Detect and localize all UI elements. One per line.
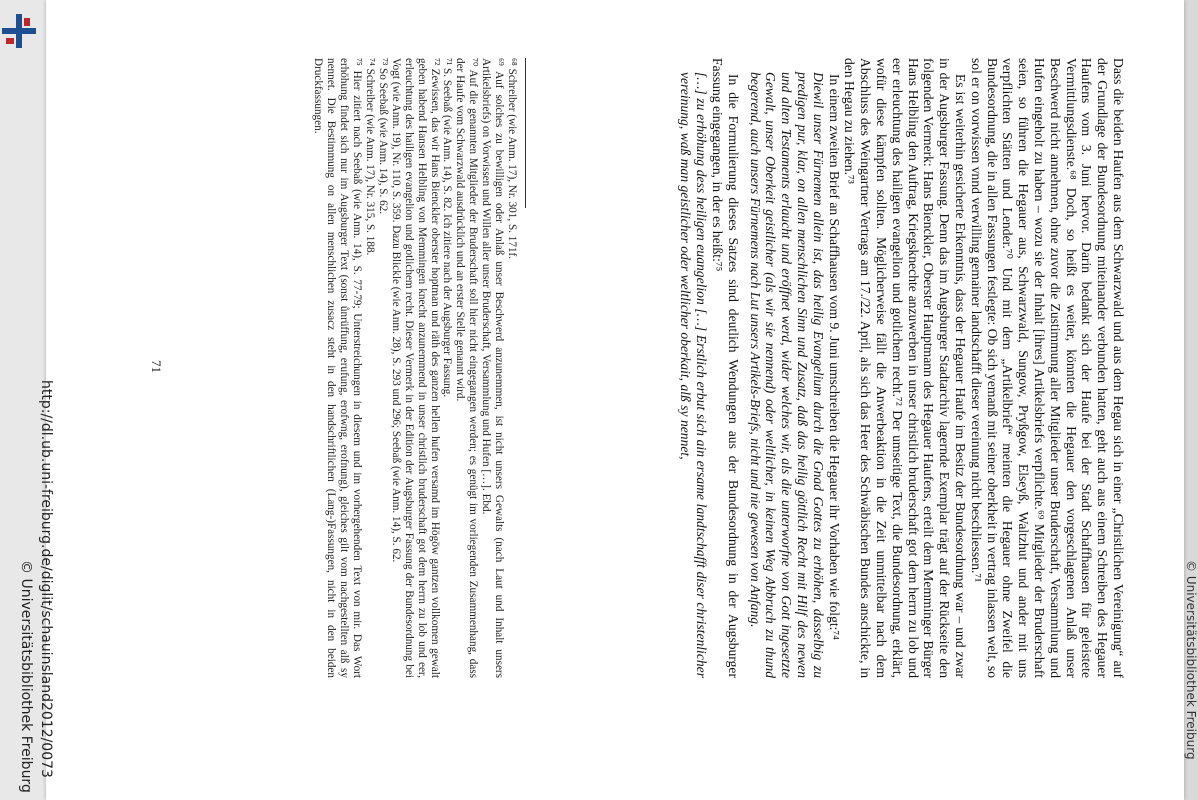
right-edge-label — [1184, 0, 1198, 800]
footnote: ⁷² Zewissen, das wir Hans Bienckler oberster hoptman und räth des ganzen hellen hufen versamd im Högöw gantzen vollkomen gewalt geben habend Hansen Helbling von Memmingen knecht anzunemmend in unser christlich bruderschaft got dem herrn zu lob und eer, erleuchtung des hailigen evangelion und gotlichem recht. Dieser Vermerk in der Edition der Augsburger Fassung der Bundesordnung bei Vogt (wie Anm. 19), Nr. 110, S. 359. Dazu Blickle (wie Anm. 28), S. 293 und 296; Seebaß (wie Anm. 14), S. 62. — [389, 58, 441, 678]
block-quote: Diewil unser Fürnemen allein ist, das heilig Evangelium durch die Gnad Gottes zu erhöhen, dasselbig zu predigen pur, klar, on allen menschlichen Sinn und Zusatz, daß das heilig göttlich Recht mit Hilf des newen und alten Testaments erlaucht und eröffnet werd, wider welches wir, als die unterworfne von Gott ingesetzte Gewalt, unser Oberkeit geistlicher (als wir sie nennend) oder weltlicher, in keinen Weg Abbruch zu thund begerend, auch unsers Fürnemens nach Lut unsers Artikels-Briefs, nicht und nie gewesen von Anfang. — [747, 72, 826, 678]
rotated-page-content — [46, 0, 1184, 800]
paragraph: Es ist weiterhin gesicherte Erkenntnis, dass der Hegauer Haufe im Besitz der Bundesordnung war – und zwar in der Augsburger Fassung. Denn das im Augsburger Stadtarchiv lagernde Exemplar trägt auf der Rückseite den folgenden Vermerk: Hans Bienckler, Oberster Hauptmann des Hegauer Haufens, erteilt dem Memminger Bürger Hans Helbling den Auftrag, Kriegsknechte anzuwerben in unser christlich bruderschaft got dem herrn zu lob und eer erleuchtung des hailigen evangelion und gotlichem recht.⁷² Der umseitige Text, die Bundesordnung, erklärt, wofür diese kämpfen sollten. Möglicherweise fällt die Anwerbeaktion in die Zeit unmittelbar nach dem Abschluss des Weingartner Vertrags am 17./22. April, als sich das Heer des Schwäbischen Bundes anschickte, in den Hegau zu ziehen.⁷³ — [842, 58, 969, 678]
copyright-notice: © Universitätsbibliothek Freiburg — [18, 560, 34, 793]
footnote-rule — [525, 58, 526, 208]
footnote: ⁷⁴ Schreiber (wie Anm. 17), Nr. 315, S. 188. — [364, 58, 377, 256]
footnote: ⁷³ So Seebaß (wie Anm. 14), S. 62. — [376, 58, 389, 215]
footnote: ⁷⁵ Hier zitiert nach Seebaß (wie Anm. 14), S. 77-79; Unterstreichungen in diesem und im vorhergehenden Text von mir. Das Wort erhöhung findet sich nur im Augsburger Text (sonst ůnrüffung, erufung, erofwng, erofnung), gleiches gilt vom nachgestellten alß sy nennet. Die Bestimmung on allen menschlichen zusacz steht in den handschriftlichen (Lang-)Fassungen, nicht in den beiden Druckfassungen. — [312, 58, 364, 678]
footnote: ⁷⁰ Auf die genannten Mitglieder der Bruderschaft soll hier nicht eingegangen werden; es genügt im vorliegenden Zusammenhang, dass der Haufe vom Schwarzwald ausdrücklich und an erster Stelle genannt wird. — [454, 58, 480, 678]
source-url[interactable]: http://dl.ub.uni-freiburg.de/diglit/schauinsland2012/0073 — [38, 380, 54, 778]
page-number: 71 — [149, 360, 164, 373]
left-margin-bar — [0, 0, 46, 800]
footnote: ⁶⁸ Schreiber (wie Anm. 17), Nr. 301, S. 171f. — [506, 58, 518, 260]
paragraph: Dass die beiden Haufen aus dem Schwarzwald und aus dem Hegau sich in einer „Christlichen Vereinigung“ auf der Grundlage der Bundesordnung miteinander verbunden hatten, geht auch aus einem Schreiben des Hegauer Haufens vom 3. Juni hervor. Darin bedankt sich der Haufe bei der Stadt Schaffhausen für geleistete Vermittlungsdienste.⁶⁸ Doch, so heißt es weiter, könnten die Hegauer den vorgeschlagenen Anlaß unser Beschwerd nicht annehmen, ohne zuvor die Zustimmung aller Mitglieder unser Bruderschaft, Versammlung und Hufen eingeholt zu haben – wozu sie der Inhalt [ihres] Artikelsbriefs verpflichte.⁶⁹ Mitglieder der Bruderschaft seien, so führen die Hegauer aus, Schwarzwald, Sungow, Pryßgow, Elseyß, Waltzhut und ander mit uns verpflichten Stätten und Lender.⁷⁰ Und mit dem „Artikelbrief“ meinten die Hegauer ohne Zweifel die Bundesordnung, die in allen Fassungen festlegte: Ob sich yemanß mit seiner oberkheit in vertrag inlassen welt, so sol er on vorwissen vnnd verwilling gemainer landtschafft dieser vereinung nicht beschliessen.⁷¹ — [968, 58, 1126, 678]
footnote: ⁶⁹ Auf solches zu bewilligen oder Anlaß unser Beschwerd anzunemmen, ist nicht unsers Gewalts (nach Laut und Inhalt unsers Artikelsbriefs) on Vorwissen und Willen aller unser Bruderschaft, Versammlung und Hufen […]. Ebd. — [480, 58, 506, 678]
library-logo-icon — [2, 14, 36, 48]
paragraph: In die Formulierung dieses Satzes sind deutlich Wendungen aus der Bundesordnung in der Augsburger Fassung eingegangen, in der es heißt:⁷⁵ — [710, 58, 741, 678]
footnote: ⁷¹ S. Seebaß (wie Anm. 14), S. 82. Ich zitiere nach der Augsburger Fassung. — [441, 58, 454, 398]
body-text — [678, 58, 1126, 678]
block-quote: […] zu erhöhung dess heiligen euangelion […] Erstlich erbut sich ain ersame landtschafft diser christenlicher vereinung, waß man geistlicher oder weltlicher oberkait, alß sy nennet, — [678, 72, 710, 678]
scanned-page — [18, 0, 1184, 800]
footnotes — [312, 58, 519, 678]
paragraph: In einem zweiten Brief an Schaffhausen vom 9. Juni umschreiben die Hegauer ihr Vorhaben wie folgt:⁷⁴ — [826, 74, 842, 640]
right-edge-copyright: © Universitätsbibliothek Freiburg — [1184, 560, 1198, 760]
